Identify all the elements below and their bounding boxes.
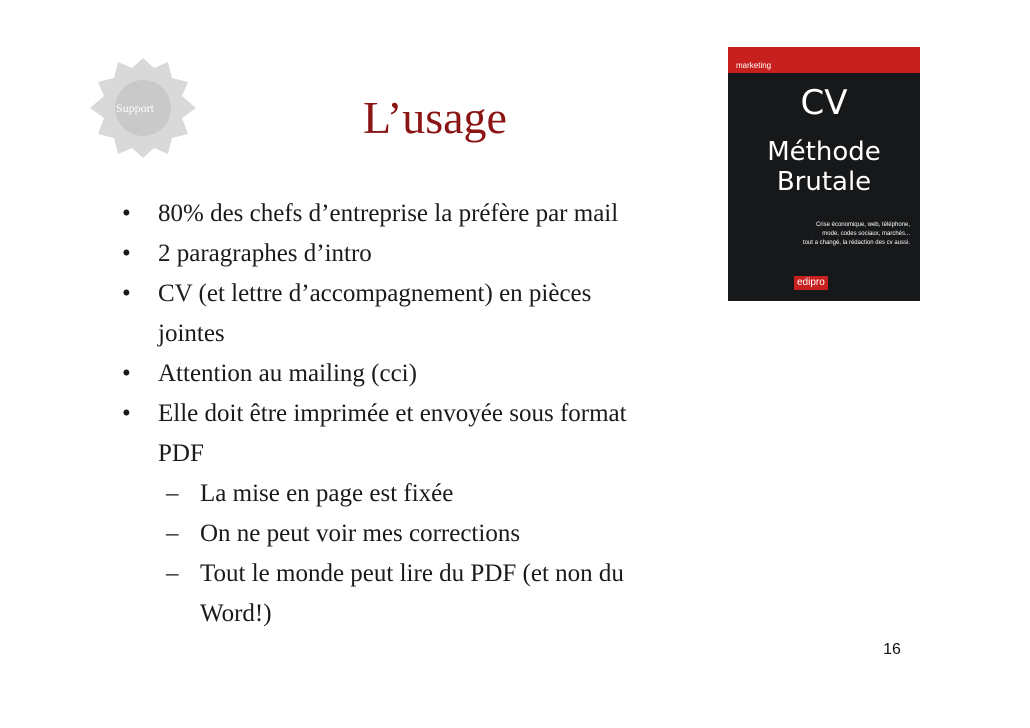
book-description-line: mode, codes sociaux, marchés... [822,231,910,237]
bullet-text: 80% des chefs d’entreprise la préfère par mail [158,200,619,227]
book-subtitle-line: Brutale [776,167,872,197]
book-subtitle-line: Méthode [767,137,881,167]
bullet-marker: • [122,200,131,227]
bullet-item [122,234,722,274]
subbullet-item [122,554,722,634]
subbullet-marker: – [166,520,179,547]
support-badge-label: Support [116,101,155,115]
bullet-list [122,194,722,634]
bullet-item [122,274,722,354]
subbullet-text: Tout le monde peut lire du PDF (et non du [200,560,624,587]
bullet-item [122,394,722,474]
bullet-text: 2 paragraphes d’intro [158,240,372,267]
bullet-marker: • [122,240,131,267]
subbullet-marker: – [166,560,179,587]
bullet-text-continued: PDF [158,440,204,467]
bullet-text: CV (et lettre d’accompagnement) en pièces [158,280,592,307]
bullet-marker: • [122,360,131,387]
subbullet-text-continued: Word!) [200,600,272,627]
subbullet-item [122,474,722,514]
subbullet-text: On ne peut voir mes corrections [200,520,521,547]
subbullet-item [122,514,722,554]
page-number: 16 [883,641,901,658]
book-description-line: tout a changé, la rédaction des cv aussi. [802,240,910,246]
subbullet-text: La mise en page est fixée [200,480,454,507]
slide-title: L’usage [363,92,507,143]
book-description [778,221,910,248]
subbullet-marker: – [166,480,179,507]
book-description-line: Crise économique, web, téléphone, [815,222,910,228]
book-band-text: marketing [736,61,772,70]
book-subtitle [728,137,920,197]
bullet-item [122,354,722,394]
book-title: CV [800,83,848,123]
bullet-text: Attention au mailing (cci) [158,360,417,387]
book-cover-image [728,47,920,301]
bullet-item [122,194,722,234]
bullet-text: Elle doit être imprimée et envoyée sous format [158,400,627,427]
publisher-logo: edipro [794,276,828,290]
bullet-marker: • [122,280,131,307]
bullet-text-continued: jointes [158,320,225,347]
bullet-marker: • [122,400,131,427]
